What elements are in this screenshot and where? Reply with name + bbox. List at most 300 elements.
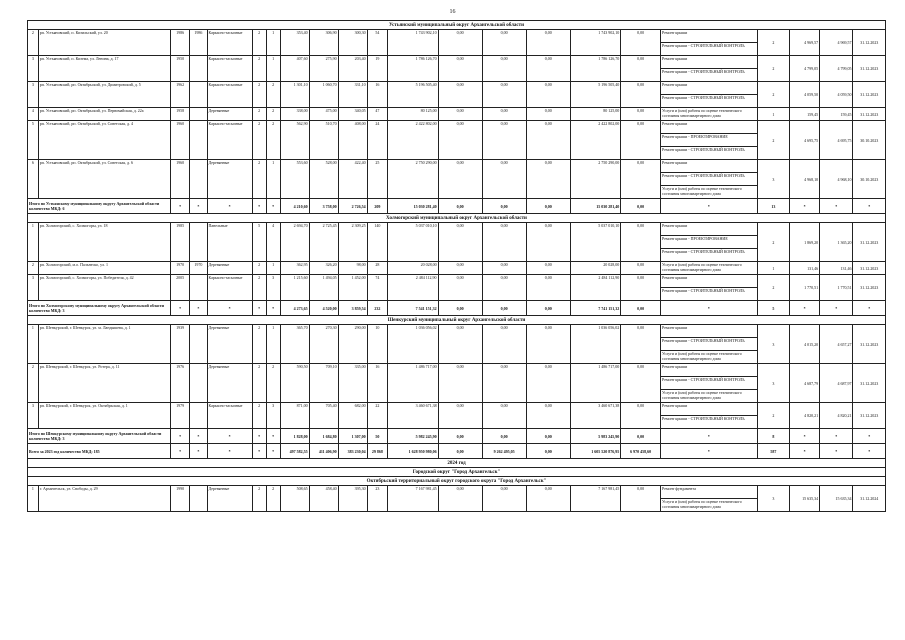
placeholder-star: * (266, 429, 280, 444)
cell-ppl: 19 (367, 56, 387, 82)
placeholder-star: * (190, 301, 207, 316)
cell-a1: 353,40 (280, 30, 309, 56)
total-label: Итого по Устьянскому муниципальному округу Архангельской области количество МКД: 6 (28, 199, 171, 214)
cell-s4: 20 028,00 (570, 262, 621, 275)
cell-s4: 3 460 671,38 (570, 403, 621, 429)
cell-sum: 1 786 126,70 (388, 56, 439, 82)
cell-sum: 3 460 671,38 (388, 403, 439, 429)
cell-mat: Каркасно-засыпные (207, 30, 252, 56)
cell-a2: 2 725,45 (309, 223, 338, 262)
total-sum: 15 030 281,40 (388, 199, 439, 214)
cell-u2: 1 770,51 (820, 275, 853, 301)
placeholder-star: * (853, 301, 886, 316)
cell-u2: 4 695,75 (820, 121, 853, 160)
cell-date: 31.12.2023 (853, 30, 886, 56)
cell-p: 2 (266, 121, 280, 160)
cell-mat: Деревянные (207, 108, 252, 121)
cell-u1: 1 869,20 (790, 223, 820, 262)
cell-y2 (190, 486, 207, 512)
cell-a2: 306,90 (309, 30, 338, 56)
cell-y2 (190, 108, 207, 121)
cell-s2: 0,00 (482, 223, 526, 262)
cell-mat: Каркасно-засыпные (207, 56, 252, 82)
section-header (28, 214, 886, 223)
cell-u1: 1 770,51 (790, 275, 820, 301)
cell-a3: 290,00 (338, 325, 367, 364)
cell-a1: 338,00 (280, 108, 309, 121)
cell-ppl: 16 (367, 82, 387, 108)
placeholder-star: * (190, 429, 207, 444)
total-a3: 2 726,54 (338, 199, 367, 214)
cell-addr: рп. Устьяновский, рп. Октябрьский, ул. Димитровский, д. 5 (38, 82, 170, 108)
cell-mat: Каркасно-засыпные (207, 82, 252, 108)
cell-s3: 0,00 (526, 82, 570, 108)
cell-s3: 0,00 (526, 275, 570, 301)
total-s5: 0,00 (621, 199, 661, 214)
cell-p: 1 (266, 262, 280, 275)
cell-no: 3 (28, 82, 39, 108)
cell-ppl: 22 (367, 403, 387, 429)
cell-a2: 475,00 (309, 108, 338, 121)
cell-ppl: 140 (367, 223, 387, 262)
capital-repair-table-sheet (27, 20, 886, 512)
cell-y1: 1958 (170, 108, 189, 121)
year-header-title: 2024 год (28, 459, 886, 468)
cell-work-type: Ремонт крыши - СТРОИТЕЛЬНЫЙ КОНТРОЛЬ (661, 147, 758, 160)
table-body (28, 21, 886, 512)
cell-y1: 1960 (170, 121, 189, 160)
cell-a2: 510,70 (309, 121, 338, 160)
cell-sum: 20 028,00 (388, 262, 439, 275)
cell-s4: 2 484 112,90 (570, 275, 621, 301)
total-ppl: 50 (367, 429, 387, 444)
cell-work-type: Услуги и (или) работы по оценке технического состояния многоквартирного дома (661, 499, 758, 512)
placeholder-star: * (170, 199, 189, 214)
cell-f: 2 (252, 160, 266, 199)
total-a3: 3 859,54 (338, 301, 367, 316)
cell-mat: Каркасно-засыпные (207, 275, 252, 301)
cell-work-type: Ремонт крыши - СТРОИТЕЛЬНЫЙ КОНТРОЛЬ (661, 43, 758, 56)
cell-sum: 7 167 981,45 (388, 486, 439, 512)
cell-k: 2 (757, 56, 789, 82)
cell-s5: 0,00 (621, 108, 661, 121)
capital-repair-table (27, 20, 886, 512)
cell-work-type: Ремонт фундамента (661, 486, 758, 499)
cell-date: 31.12.2023 (853, 403, 886, 429)
cell-u1: 4 015,20 (790, 325, 820, 364)
placeholder-star: * (820, 301, 853, 316)
cell-f: 2 (252, 82, 266, 108)
cell-s2: 0,00 (482, 325, 526, 364)
cell-a2: 705,40 (309, 403, 338, 429)
placeholder-star: * (790, 199, 820, 214)
cell-date: 30.10.2023 (853, 160, 886, 199)
total-ppl: 232 (367, 301, 387, 316)
cell-a2: 1 494,05 (309, 275, 338, 301)
cell-work-type: Ремонт крыши (661, 223, 758, 236)
cell-u2: 4 968,10 (820, 160, 853, 199)
cell-sum: 5 196 505,40 (388, 82, 439, 108)
cell-y2 (190, 403, 207, 429)
section-header (28, 21, 886, 30)
table-row (28, 223, 886, 236)
cell-s4: 1 486 717,00 (570, 364, 621, 403)
cell-a2: 270,30 (309, 325, 338, 364)
cell-no: 4 (28, 108, 39, 121)
cell-u2: 4 820,21 (820, 403, 853, 429)
cell-s4: 2 422 802,00 (570, 121, 621, 160)
table-row (28, 56, 886, 69)
cell-work-type: Ремонт крыши - СТРОИТЕЛЬНЫЙ КОНТРОЛЬ (661, 95, 758, 108)
cell-k: 1 (757, 262, 789, 275)
section-header-title: Холмогорский муниципальный округ Архангельской области (28, 214, 886, 223)
cell-s4: 80 125,00 (570, 108, 621, 121)
cell-s4: 5 196 505,40 (570, 82, 621, 108)
cell-p: 1 (266, 30, 280, 56)
cell-a2: 326,20 (309, 262, 338, 275)
cell-date: 31.12.2024 (853, 486, 886, 512)
total-a1: 4 273,65 (280, 301, 309, 316)
cell-u2: 4 969,57 (820, 30, 853, 56)
cell-addr: рп. Устьяновский, рп. Октябрьский, ул. Первомайская, д. 22а (38, 108, 170, 121)
cell-no: 6 (28, 160, 39, 199)
cell-work-type: Ремонт крыши (661, 160, 758, 173)
cell-work-type: Ремонт крыши - СТРОИТЕЛЬНЫЙ КОНТРОЛЬ (661, 173, 758, 186)
cell-y1: 1990 (170, 486, 189, 512)
district-header (28, 468, 886, 477)
cell-s3: 0,00 (526, 121, 570, 160)
cell-date: 31.12.2023 (853, 325, 886, 364)
cell-y2 (190, 160, 207, 199)
total-a1: 4 210,60 (280, 199, 309, 214)
cell-y2 (190, 275, 207, 301)
total-s2: 0,00 (482, 301, 526, 316)
cell-k: 2 (757, 223, 789, 262)
cell-p: 2 (266, 108, 280, 121)
total-s4: 5 983 245,90 (570, 429, 621, 444)
total-s4: 7 741 151,32 (570, 301, 621, 316)
total-row (28, 444, 886, 459)
cell-s4: 1 036 056,02 (570, 325, 621, 364)
cell-s3: 0,00 (526, 160, 570, 199)
cell-s2: 0,00 (482, 275, 526, 301)
cell-u2: 15 635,34 (820, 486, 853, 512)
cell-sum: 2 484 112,90 (388, 275, 439, 301)
total-label: Всего за 2023 год количество МКД: 185 (28, 444, 171, 459)
page-number: 16 (449, 9, 456, 15)
cell-work-type: Ремонт крыши - СТРОИТЕЛЬНЫЙ КОНТРОЛЬ (661, 249, 758, 262)
district-header-title: Городской округ "Город Архангельск" (28, 468, 886, 477)
cell-u1: 131,46 (790, 262, 820, 275)
total-s2: 0,00 (482, 429, 526, 444)
cell-k: 1 (757, 108, 789, 121)
cell-p: 3 (266, 275, 280, 301)
cell-s2: 0,00 (482, 108, 526, 121)
cell-u2: 4 799,05 (820, 56, 853, 82)
cell-s4: 1 786 126,70 (570, 56, 621, 82)
cell-y2: 1970 (190, 262, 207, 275)
total-s3: 0,00 (526, 429, 570, 444)
total-k: 8 (757, 429, 789, 444)
cell-work-type: Ремонт крыши - ПРОЕКТИРОВАНИЕ (661, 134, 758, 147)
placeholder-star: * (853, 199, 886, 214)
cell-work-type: Ремонт крыши - СТРОИТЕЛЬНЫЙ КОНТРОЛЬ (661, 416, 758, 429)
cell-s2: 0,00 (482, 56, 526, 82)
cell-k: 2 (757, 30, 789, 56)
cell-sum: 5 037 010,10 (388, 223, 439, 262)
cell-ppl: 16 (367, 364, 387, 403)
cell-addr: рп. Шенкурский, г. Шенкурск, ул. Ротера, д. 11 (38, 364, 170, 403)
cell-date: 31.12.2023 (853, 56, 886, 82)
cell-a3: 331,10 (338, 82, 367, 108)
total-a2: 4 520,00 (309, 301, 338, 316)
cell-u2: 4 059,50 (820, 82, 853, 108)
cell-ppl: 28 (367, 262, 387, 275)
total-s1: 0,00 (438, 444, 482, 459)
table-row (28, 160, 886, 173)
cell-y1: 1979 (170, 403, 189, 429)
cell-f: 2 (252, 262, 266, 275)
cell-f: 2 (252, 30, 266, 56)
subdistrict-header (28, 477, 886, 486)
cell-p: 2 (266, 486, 280, 512)
cell-u1: 4 968,10 (790, 160, 820, 199)
table-row (28, 108, 886, 121)
total-a2: 3 758,00 (309, 199, 338, 214)
cell-s1: 0,00 (438, 486, 482, 512)
cell-work-type: Ремонт крыши (661, 364, 758, 377)
placeholder-star: * (207, 444, 252, 459)
placeholder-star: * (170, 301, 189, 316)
cell-addr: рп. Холмогорский, м.о. Пальнеско, ул. 1 (38, 262, 170, 275)
cell-work-type: Ремонт крыши - СТРОИТЕЛЬНЫЙ КОНТРОЛЬ (661, 338, 758, 351)
cell-a3: 2 309,25 (338, 223, 367, 262)
cell-s5: 0,00 (621, 486, 661, 512)
cell-addr: рп. Шенкурский, г. Шенкурск, ул. м. Ландышева, д. 1 (38, 325, 170, 364)
cell-s1: 0,00 (438, 275, 482, 301)
cell-s2: 0,00 (482, 262, 526, 275)
cell-ppl: 74 (367, 275, 387, 301)
cell-s3: 0,00 (526, 56, 570, 82)
total-row (28, 199, 886, 214)
cell-no: 2 (28, 30, 39, 56)
cell-u2: 4 687,97 (820, 364, 853, 403)
cell-s3: 0,00 (526, 403, 570, 429)
cell-addr: рп. Устьяновский, рп. Октябрьский, ул. Советская, д. 6 (38, 160, 170, 199)
table-row (28, 262, 886, 275)
cell-work-type: Ремонт крыши (661, 325, 758, 338)
total-ppl: 209 (367, 199, 387, 214)
total-a1: 497 582,55 (280, 444, 309, 459)
cell-s1: 0,00 (438, 223, 482, 262)
cell-y1: 1985 (170, 223, 189, 262)
total-s4: 15 030 281,40 (570, 199, 621, 214)
cell-date: 31.12.2023 (853, 108, 886, 121)
cell-u2: 159,45 (820, 108, 853, 121)
placeholder-star: * (820, 444, 853, 459)
placeholder-star: * (170, 444, 189, 459)
total-a3: 383 230,04 (338, 444, 367, 459)
cell-work-type: Ремонт крыши - СТРОИТЕЛЬНЫЙ КОНТРОЛЬ (661, 377, 758, 390)
cell-s1: 0,00 (438, 160, 482, 199)
cell-s5: 0,00 (621, 403, 661, 429)
cell-s4: 7 167 981,45 (570, 486, 621, 512)
total-row (28, 301, 886, 316)
cell-work-type: Услуги и (или) работы по оценке технического состояния многоквартирного дома (661, 262, 758, 275)
cell-mat: Деревянные (207, 325, 252, 364)
cell-s5: 0,00 (621, 56, 661, 82)
cell-s3: 0,00 (526, 486, 570, 512)
cell-work-type: Услуги и (или) работы по оценке технического состояния многоквартирного дома (661, 390, 758, 403)
placeholder-star: * (190, 444, 207, 459)
cell-y2 (190, 364, 207, 403)
cell-u1: 159,45 (790, 108, 820, 121)
cell-ppl: 24 (367, 121, 387, 160)
total-label: Итого по Холмогорскому муниципальному округу Архангельской области количество МКД: 3 (28, 301, 171, 316)
cell-a2: 1 060,70 (309, 82, 338, 108)
cell-no: 5 (28, 121, 39, 160)
cell-a1: 553,60 (280, 160, 309, 199)
placeholder-star: * (820, 429, 853, 444)
total-s5: 0,00 (621, 429, 661, 444)
cell-s2: 0,00 (482, 82, 526, 108)
placeholder-star: * (853, 444, 886, 459)
cell-addr: рп. Холмогорский, с. Холмогоры, ул. Победителя, д. 42 (38, 275, 170, 301)
placeholder-star: * (252, 199, 266, 214)
total-s2: 9 262 495,05 (482, 444, 526, 459)
total-s3: 0,00 (526, 199, 570, 214)
cell-p: 1 (266, 160, 280, 199)
cell-s1: 0,00 (438, 403, 482, 429)
cell-no: 1 (28, 325, 39, 364)
cell-s3: 0,00 (526, 325, 570, 364)
cell-u2: 131,46 (820, 262, 853, 275)
placeholder-star: * (661, 444, 758, 459)
cell-y1: 1986 (170, 30, 189, 56)
table-row (28, 121, 886, 134)
cell-y1: 1976 (170, 364, 189, 403)
cell-u1: 15 635,34 (790, 486, 820, 512)
cell-date: 31.12.2023 (853, 82, 886, 108)
total-s5: 0,00 (621, 301, 661, 316)
table-row (28, 30, 886, 43)
total-s4: 1 605 520 876,95 (570, 444, 621, 459)
cell-date: 31.12.2023 (853, 364, 886, 403)
cell-a1: 1 301,10 (280, 82, 309, 108)
cell-u1: 4 687,79 (790, 364, 820, 403)
total-s3: 0,00 (526, 444, 570, 459)
cell-sum: 1 036 056,02 (388, 325, 439, 364)
cell-f: 2 (252, 275, 266, 301)
cell-a1: 362,95 (280, 262, 309, 275)
cell-u1: 4 969,57 (790, 30, 820, 56)
cell-sum: 2 422 802,00 (388, 121, 439, 160)
total-s1: 0,00 (438, 199, 482, 214)
cell-sum: 2 750 290,00 (388, 160, 439, 199)
cell-addr: рп. Устьяновский, п. Кизильский, ул. 20 (38, 30, 170, 56)
cell-work-type: Ремонт крыши (661, 82, 758, 95)
cell-sum: 80 125,00 (388, 108, 439, 121)
placeholder-star: * (252, 429, 266, 444)
cell-no: 3 (28, 403, 39, 429)
cell-s1: 0,00 (438, 325, 482, 364)
placeholder-star: * (170, 429, 189, 444)
cell-date: 31.12.2023 (853, 275, 886, 301)
cell-p: 1 (266, 56, 280, 82)
cell-f: 2 (252, 486, 266, 512)
cell-y1: 1960 (170, 160, 189, 199)
cell-f: 2 (252, 108, 266, 121)
placeholder-star: * (207, 199, 252, 214)
cell-work-type: Ремонт крыши - СТРОИТЕЛЬНЫЙ КОНТРОЛЬ (661, 288, 758, 301)
placeholder-star: * (661, 429, 758, 444)
cell-s5: 0,00 (621, 275, 661, 301)
cell-a1: 2 694,70 (280, 223, 309, 262)
placeholder-star: * (266, 199, 280, 214)
total-row (28, 429, 886, 444)
placeholder-star: * (266, 444, 280, 459)
placeholder-star: * (790, 301, 820, 316)
subdistrict-header-title: Октябрьский территориальный округ городского округа "Город Архангельск" (28, 477, 886, 486)
cell-s5: 0,00 (621, 223, 661, 262)
section-header (28, 316, 886, 325)
cell-k: 2 (757, 82, 789, 108)
placeholder-star: * (790, 429, 820, 444)
cell-a1: 562,90 (280, 121, 309, 160)
placeholder-star: * (190, 199, 207, 214)
cell-mat: Панельные (207, 223, 252, 262)
cell-sum: 1 486 717,00 (388, 364, 439, 403)
cell-s2: 0,00 (482, 403, 526, 429)
cell-y2 (190, 121, 207, 160)
cell-y2: 1986 (190, 30, 207, 56)
cell-y1: 1950 (170, 56, 189, 82)
cell-p: 2 (266, 364, 280, 403)
cell-a1: 365,70 (280, 325, 309, 364)
total-s2: 0,00 (482, 199, 526, 214)
placeholder-star: * (661, 301, 758, 316)
cell-a3: 1 452,00 (338, 275, 367, 301)
cell-no: 1 (28, 486, 39, 512)
cell-mat: Каркасно-засыпные (207, 403, 252, 429)
cell-addr: г. Архангельск, ул. Свободы, д. 29 (38, 486, 170, 512)
total-s1: 0,00 (438, 429, 482, 444)
cell-u1: 4 820,21 (790, 403, 820, 429)
cell-a2: 275,90 (309, 56, 338, 82)
cell-mat: Деревянные (207, 262, 252, 275)
table-row (28, 275, 886, 288)
cell-ppl: 23 (367, 486, 387, 512)
cell-y2 (190, 325, 207, 364)
cell-y1: 1970 (170, 262, 189, 275)
cell-a3: 98,00 (338, 262, 367, 275)
total-label: Итого по Шенкурскому муниципальному округу Архангельской области количество МКД: 3 (28, 429, 171, 444)
cell-s3: 0,00 (526, 30, 570, 56)
cell-k: 2 (757, 121, 789, 160)
cell-work-type: Ремонт крыши (661, 56, 758, 69)
cell-work-type: Услуги и (или) работы по оценке технического состояния многоквартирного дома (661, 108, 758, 121)
cell-work-type: Ремонт крыши (661, 275, 758, 288)
cell-f: 5 (252, 223, 266, 262)
cell-s3: 0,00 (526, 364, 570, 403)
placeholder-star: * (266, 301, 280, 316)
cell-s3: 0,00 (526, 108, 570, 121)
cell-a3: 682,00 (338, 403, 367, 429)
cell-a1: 407,60 (280, 56, 309, 82)
cell-s2: 0,00 (482, 364, 526, 403)
cell-date: 31.12.2023 (853, 262, 886, 275)
cell-u2: 4 657,27 (820, 325, 853, 364)
